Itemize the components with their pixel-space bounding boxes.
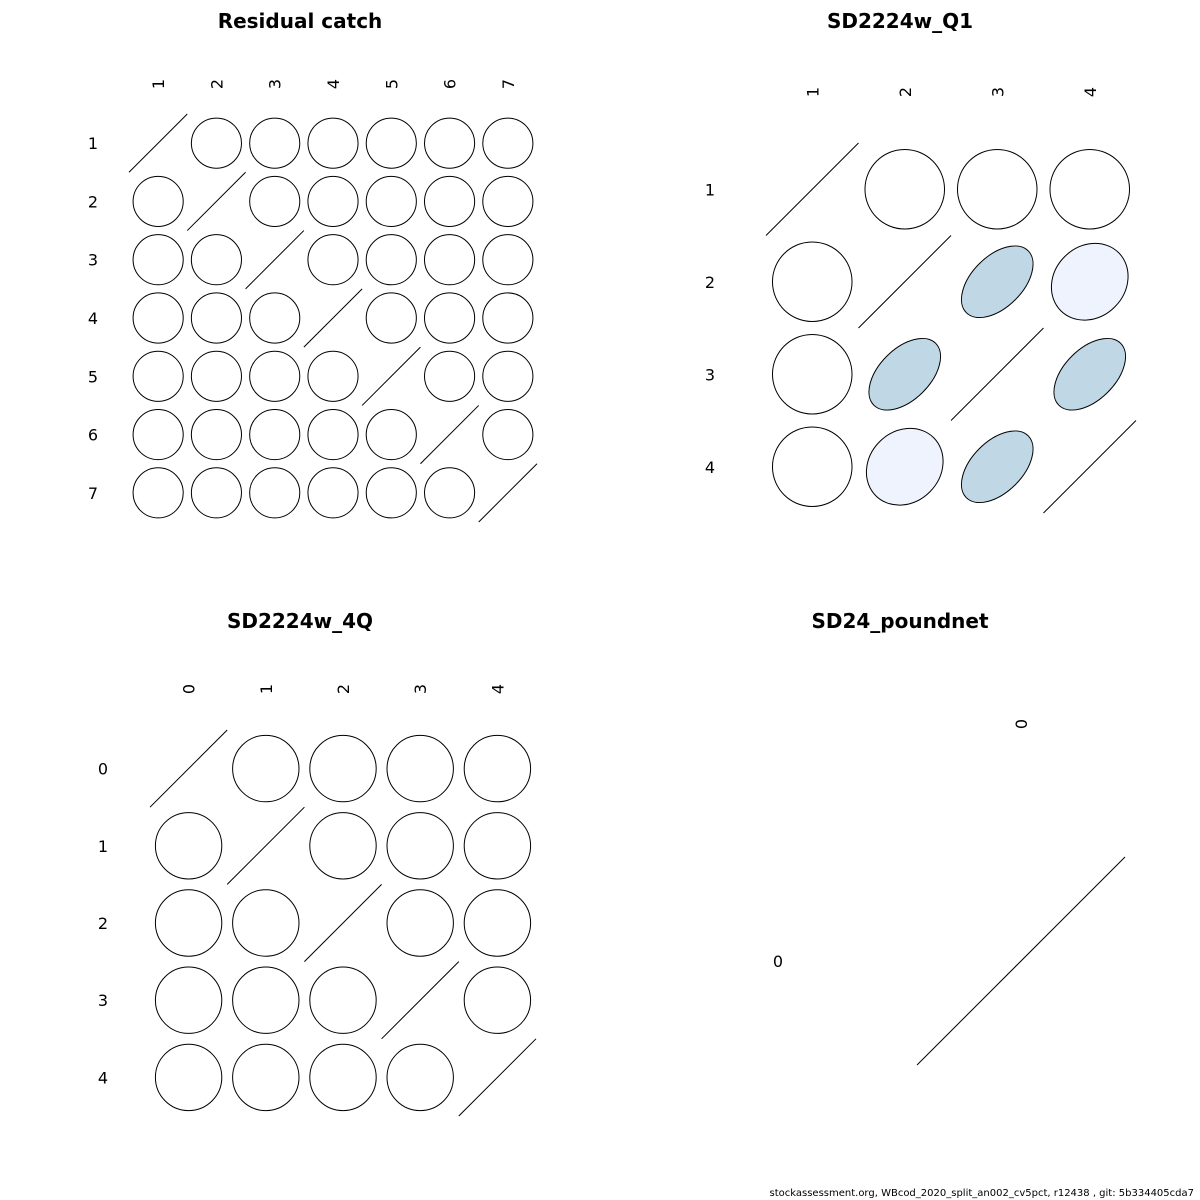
panel-title: Residual catch: [217, 9, 383, 33]
diagonal-mark: [246, 231, 304, 289]
footer-note: stockassessment.org, WBcod_2020_split_an002_cv5pct, r12438 , git: 5b334405cda7: [769, 1188, 1194, 1199]
correlation-ellipse: [123, 166, 194, 237]
diagonal-mark: [187, 172, 245, 230]
correlation-ellipse: [239, 341, 310, 412]
correlation-ellipse: [941, 133, 1054, 246]
correlation-ellipse: [181, 283, 252, 354]
col-label: 3: [265, 78, 285, 90]
diagonal-mark: [382, 962, 459, 1039]
correlation-ellipse: [756, 410, 869, 523]
col-label: 4: [1080, 86, 1100, 98]
correlation-ellipse: [356, 224, 427, 295]
row-label: 3: [87, 250, 99, 270]
row-label: 7: [87, 483, 99, 503]
diagonal-mark: [951, 328, 1044, 421]
correlation-ellipse: [296, 799, 390, 893]
diagonal-mark: [459, 1039, 536, 1116]
col-label: 4: [488, 683, 508, 695]
col-label: 2: [207, 78, 227, 90]
panel-title: SD2224w_4Q: [226, 609, 374, 633]
row-label: 1: [97, 836, 109, 856]
diagonal-mark: [420, 405, 478, 463]
row-label: 1: [87, 134, 99, 154]
correlation-ellipse: [414, 341, 485, 412]
panel-residual-catch: [88, 9, 543, 528]
col-label: 0: [1012, 718, 1031, 730]
diagonal-mark: [859, 236, 952, 329]
col-label: 0: [179, 683, 199, 695]
diagonal-mark: [362, 347, 420, 405]
col-label: 3: [988, 86, 1008, 98]
col-label: 7: [498, 78, 518, 90]
correlation-ellipse: [239, 399, 310, 470]
correlation-ellipse: [373, 876, 467, 970]
correlation-ellipse: [296, 953, 390, 1047]
correlation-ellipse: [239, 166, 310, 237]
correlation-ellipse: [373, 722, 467, 816]
correlation-ellipse: [298, 399, 369, 470]
row-label: 0: [772, 952, 784, 971]
correlation-ellipse: [181, 224, 252, 295]
panel-title: SD2224w_Q1: [826, 9, 974, 33]
correlation-ellipse: [356, 283, 427, 354]
correlation-ellipse: [123, 283, 194, 354]
correlation-ellipse: [123, 399, 194, 470]
correlation-ellipse: [414, 108, 485, 179]
correlation-ellipse: [856, 325, 954, 423]
col-label: 2: [895, 86, 915, 98]
correlation-ellipse: [181, 457, 252, 528]
col-label: 1: [803, 86, 823, 98]
correlation-ellipse: [298, 457, 369, 528]
diagonal-mark: [479, 464, 537, 522]
row-label: 0: [97, 759, 109, 779]
row-label: 4: [97, 1068, 109, 1088]
correlation-ellipse: [472, 399, 543, 470]
row-label: 4: [87, 309, 99, 328]
correlation-ellipse: [298, 166, 369, 237]
correlation-ellipse: [472, 341, 543, 412]
col-label: 6: [440, 78, 460, 90]
col-label: 1: [256, 683, 276, 695]
correlation-ellipse: [298, 224, 369, 295]
correlation-ellipse: [142, 953, 236, 1047]
correlation-ellipse: [123, 224, 194, 295]
diagonal-mark: [917, 857, 1125, 1065]
panel-sd2224w-q1: [705, 9, 1146, 523]
correlation-ellipse: [123, 457, 194, 528]
col-label: 5: [382, 78, 402, 90]
correlation-ellipse: [181, 341, 252, 412]
col-label: 4: [324, 78, 343, 90]
diagonal-mark: [304, 884, 381, 961]
col-label: 3: [411, 683, 431, 695]
correlation-ellipse: [848, 133, 961, 246]
correlation-ellipse: [948, 233, 1046, 331]
correlation-ellipse: [948, 418, 1046, 516]
row-label: 3: [704, 365, 716, 385]
correlation-ellipse: [219, 953, 313, 1047]
diagonal-mark: [129, 114, 187, 172]
correlation-ellipse: [450, 876, 544, 970]
diagonal-mark: [227, 807, 304, 884]
correlation-ellipse: [414, 283, 485, 354]
diagonal-mark: [304, 289, 362, 347]
correlation-ellipse: [296, 722, 390, 816]
row-label: 3: [97, 991, 109, 1011]
correlation-ellipse: [756, 318, 869, 431]
correlation-ellipse: [450, 722, 544, 816]
correlation-ellipse: [1041, 325, 1139, 423]
correlation-ellipse: [472, 108, 543, 179]
col-label: 2: [334, 683, 353, 695]
correlation-ellipse: [219, 1030, 313, 1124]
correlation-ellipse: [181, 399, 252, 470]
correlation-ellipse: [142, 1030, 236, 1124]
correlation-ellipse: [356, 166, 427, 237]
correlation-ellipse: [298, 108, 369, 179]
correlation-ellipse: [239, 108, 310, 179]
correlation-ellipse: [356, 399, 427, 470]
correlation-ellipse: [219, 876, 313, 970]
correlation-ellipse: [356, 457, 427, 528]
col-label: 1: [149, 78, 169, 90]
correlation-ellipse: [472, 283, 543, 354]
row-label: 1: [704, 180, 716, 200]
row-label: 6: [87, 425, 99, 445]
correlation-ellipse: [142, 799, 236, 893]
correlation-ellipse: [414, 457, 485, 528]
correlation-ellipse: [1033, 133, 1146, 246]
correlation-ellipse: [450, 953, 544, 1047]
diagonal-mark: [766, 143, 859, 236]
correlation-ellipse: [181, 108, 252, 179]
correlation-ellipse: [239, 457, 310, 528]
panel-sd2224w-4q: [98, 609, 544, 1124]
correlation-ellipse: [142, 876, 236, 970]
correlation-ellipse: [239, 283, 310, 354]
correlation-ellipse: [296, 1030, 390, 1124]
row-label: 5: [87, 367, 99, 387]
panel-sd24-poundnet: [773, 609, 1125, 1065]
correlation-ellipse: [756, 225, 869, 338]
correlation-ellipse: [414, 224, 485, 295]
correlation-ellipse: [472, 166, 543, 237]
row-label: 2: [704, 272, 716, 292]
correlation-ellipse: [373, 799, 467, 893]
correlation-ellipse: [414, 166, 485, 237]
correlation-ellipse: [123, 341, 194, 412]
correlation-ellipse: [298, 341, 369, 412]
diagonal-mark: [1044, 421, 1137, 514]
correlation-ellipse: [373, 1030, 467, 1124]
row-label: 4: [704, 457, 716, 477]
correlation-ellipse: [1036, 228, 1144, 336]
diagonal-mark: [150, 730, 227, 807]
row-label: 2: [97, 914, 109, 933]
correlation-ellipse: [219, 722, 313, 816]
row-label: 2: [87, 192, 99, 212]
correlation-ellipse: [472, 224, 543, 295]
correlation-ellipse: [450, 799, 544, 893]
correlation-ellipse: [356, 108, 427, 179]
correlation-ellipse: [851, 413, 959, 521]
panel-title: SD24_poundnet: [811, 609, 989, 633]
